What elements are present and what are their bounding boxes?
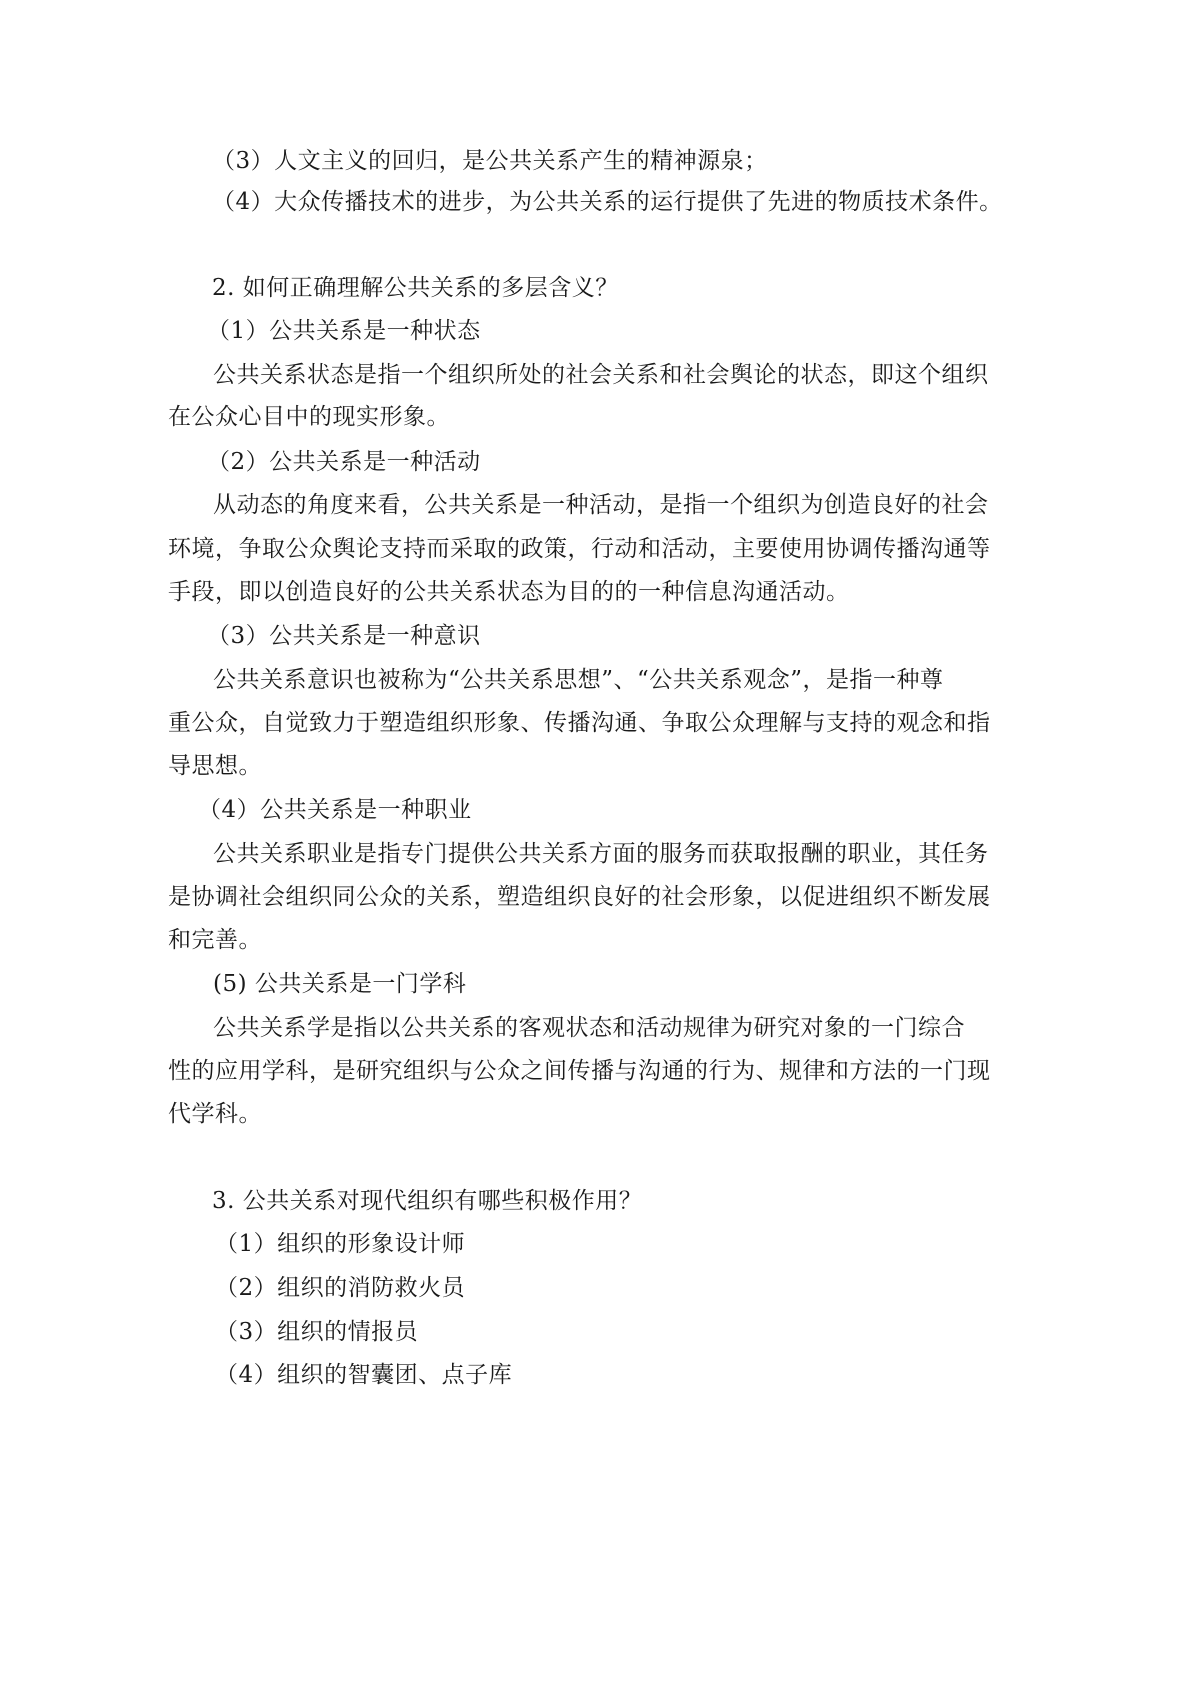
text-line: （4）大众传播技术的进步，为公共关系的运行提供了先进的物质技术条件。 xyxy=(212,189,1003,215)
text-line: 公共关系状态是指一个组织所处的社会关系和社会舆论的状态，即这个组织 xyxy=(213,362,989,388)
text-line: 性的应用学科，是研究组织与公众之间传播与沟通的行为、规律和方法的一门现 xyxy=(168,1058,991,1084)
text-line: 代学科。 xyxy=(168,1101,262,1127)
text-line: 公共关系学是指以公共关系的客观状态和活动规律为研究对象的一门综合 xyxy=(213,1015,965,1041)
section-heading: 2. 如何正确理解公共关系的多层含义？ xyxy=(212,275,619,301)
list-item: （2）组织的消防救火员 xyxy=(215,1275,466,1301)
text-line: 重公众，自觉致力于塑造组织形象、传播沟通、争取公众理解与支持的观念和指 xyxy=(168,710,991,736)
list-item: （1）组织的形象设计师 xyxy=(215,1231,466,1257)
subheading: （2）公共关系是一种活动 xyxy=(207,449,481,475)
text-line: 导思想。 xyxy=(168,753,262,779)
text-line: 手段，即以创造良好的公共关系状态为目的的一种信息沟通活动。 xyxy=(168,579,850,605)
list-item: （4）组织的智囊团、点子库 xyxy=(215,1362,513,1388)
text-line: 在公众心目中的现实形象。 xyxy=(168,404,450,430)
text-line: 和完善。 xyxy=(168,927,262,953)
list-item: （3）组织的情报员 xyxy=(215,1319,419,1345)
section-heading: 3. 公共关系对现代组织有哪些积极作用？ xyxy=(212,1188,643,1214)
subheading: （1）公共关系是一种状态 xyxy=(207,318,481,344)
text-line: 公共关系职业是指专门提供公共关系方面的服务而获取报酬的职业，其任务 xyxy=(213,841,989,867)
text-line: （3）人文主义的回归，是公共关系产生的精神源泉； xyxy=(212,148,768,174)
text-line: 是协调社会组织同公众的关系，塑造组织良好的社会形象，以促进组织不断发展 xyxy=(168,884,991,910)
subheading: (5) 公共关系是一门学科 xyxy=(213,971,467,997)
subheading: （3）公共关系是一种意识 xyxy=(207,623,481,649)
text-line: 环境，争取公众舆论支持而采取的政策，行动和活动，主要使用协调传播沟通等 xyxy=(168,536,991,562)
text-line: 从动态的角度来看，公共关系是一种活动，是指一个组织为创造良好的社会 xyxy=(213,492,989,518)
text-line: 公共关系意识也被称为“公共关系思想”、“公共关系观念”，是指一种尊 xyxy=(213,667,944,693)
subheading: （4）公共关系是一种职业 xyxy=(198,797,472,823)
